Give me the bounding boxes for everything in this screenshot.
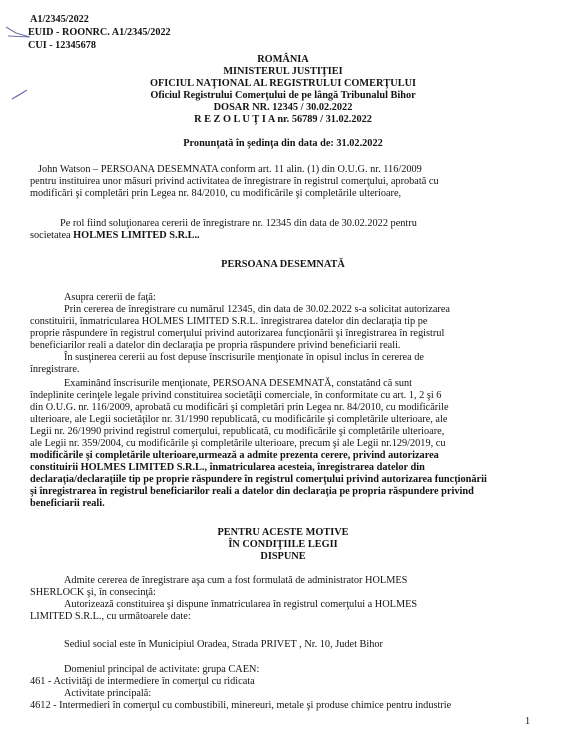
pe-rol-line-2 [30, 230, 200, 242]
examinand-line-9: declaraţia/declaraţiile tip pe propriе răspundere în registrul comerţului privind autorizarea funcţionării [30, 474, 487, 485]
motive-heading-1: PENTRU ACESTE MOTIVE [217, 527, 349, 538]
autorizeaza-line-1: Autorizează constituirea şi dispune înmatricularea în registrul comerţului a HOLMES [64, 599, 418, 610]
domeniu-principal-line: Domeniul principal de activitate: grupa CAEN: [64, 664, 260, 675]
cerere-line-4: beneficiarilor reali a datelor din declaraţia pe propria răspundere privind beneficiarii reali. [30, 340, 401, 351]
examinand-line-10: şi înregistrarea în registrul beneficiarilor reali a datelor din declaraţia pe propria răspundere privind [30, 486, 474, 497]
activitate-principala-line: Activitate principală: [64, 688, 152, 699]
header-ministry: MINISTERUL JUSTIŢIEI [223, 66, 343, 77]
caen-461-line: 461 - Activităţi de intermediere în comerţul cu ridicata [30, 676, 255, 687]
header-dosar: DOSAR NR. 12345 / 30.02.2022 [213, 102, 353, 113]
pe-rol-prefix: societatea [30, 230, 74, 241]
examinand-line-8: constituirii HOLMES LIMITED S.R.L., înmatricularea acesteia, înregistrarea datelor din [30, 462, 425, 473]
examinand-line-1: Examinând înscrisurile menţionate, PERSOANA DESEMNATĂ, constatând că sunt [64, 378, 413, 389]
examinand-line-7: modificările şi completările ulterioare,urmează a admite prezenta cerere, privind autorizarea [30, 450, 439, 461]
company-name: HOLMES LIMITED S.R.L.. [73, 230, 200, 241]
examinand-line-11: beneficiarii reali. [30, 498, 105, 509]
sustinere-line-2: înregistrare. [30, 364, 80, 375]
cerere-line-1: Prin cererea de înregistrare cu numărul 12345, din data de 30.02.2022 s-a solicitat autorizarea [64, 304, 450, 315]
examinand-line-4: ulterioare, ale Legii societăţilor nr. 31/1990 republicată, cu modificările şi completările ulterioare, ale [30, 414, 448, 425]
cerere-line-3: proprie răspundere în registrul comerţului privind autorizarea funcţionării şi înregistrarea în registrul [30, 328, 445, 339]
intro-line-3: modificări şi completări prin Legea nr. 84/2010, cu modificările şi completările ulterioare, [30, 188, 402, 199]
sustinere-line-1: În susţinerea cererii au fost depuse înscrisurile menţionate în opisul inclus în cererea de [64, 352, 424, 363]
page-number: 1 [525, 716, 531, 727]
intro-line-1: John Watson – PERSOANA DESEMNATA conform art. 11 alin. (1) din O.U.G. nr. 116/2009 [38, 164, 422, 175]
examinand-line-5: Legii nr. 26/1990 privind registrul comerţului, republicată, cu modificările şi completările ulterioare, [30, 426, 445, 437]
header-court-office: Oficiul Registrului Comerţului de pe lângă Tribunalul Bihor [150, 90, 416, 101]
examinand-line-2: îndeplinite cerinţele legale privind constituirea societăţii comerciale, în conformitate cu art. 1, 2 şi 6 [30, 390, 442, 401]
motive-heading-3: DISPUNE [260, 551, 306, 562]
pe-rol-line-1: Pe rol fiind soluţionarea cererii de înregistrare nr. 12345 din data de 30.02.2022 pentru [60, 218, 417, 229]
caen-4612-line: 4612 - Intermedieri în comerţul cu combustibili, minereuri, metale şi produse chimice pentru industrie [30, 700, 452, 711]
motive-heading-2: ÎN CONDIŢIILE LEGII [228, 539, 338, 550]
examinand-line-6: ale Legii nr. 359/2004, cu modificările şi completările ulterioare, precum şi ale Legii nr.129/2019, cu [30, 438, 446, 449]
pronuntata-line: Pronunţată în şedinţa din data de: 31.02.2022 [183, 138, 383, 149]
admite-line-2: SHERLOCK şi, în consecinţă: [30, 587, 156, 598]
intro-line-2: pentru instituirea unor măsuri privind activitatea de înregistrare în registrul comerţului, aprobată cu [30, 176, 439, 187]
examinand-line-3: din O.U.G. nr. 116/2009, aprobată cu modificări şi completări prin Legea nr. 84/2010, cu modificările [30, 402, 449, 413]
persoana-desemnata-title: PERSOANA DESEMNATĂ [221, 259, 345, 270]
ref-cui: CUI - 12345678 [28, 40, 96, 51]
pen-mark-arrow [4, 24, 34, 40]
header-office: OFICIUL NAŢIONAL AL REGISTRULUI COMERŢULUI [149, 78, 417, 89]
header-country: ROMÂNIA [257, 54, 309, 65]
cerere-line-2: constituirii, înmatricularea HOLMES LIMITED S.R.L. înregistrarea datelor din declaraţia tip pe [30, 316, 428, 327]
autorizeaza-line-2: LIMITED S.R.L., cu următoarele date: [30, 611, 191, 622]
ref-euid: EUID - ROONRC. A1/2345/2022 [28, 27, 171, 38]
admite-line-1: Admite cererea de înregistrare aşa cum a fost formulată de administrator HOLMES [64, 575, 408, 586]
asupra-line: Asupra cererii de faţă: [64, 292, 156, 303]
ref-registration-number: A1/2345/2022 [30, 14, 89, 25]
sediu-social-line: Sediul social este în Municipiul Oradea, Strada PRIVET , Nr. 10, Judet Bihor [64, 639, 383, 650]
header-rezolutia: R E Z O L U Ţ I A nr. 56789 / 31.02.2022 [194, 114, 372, 125]
